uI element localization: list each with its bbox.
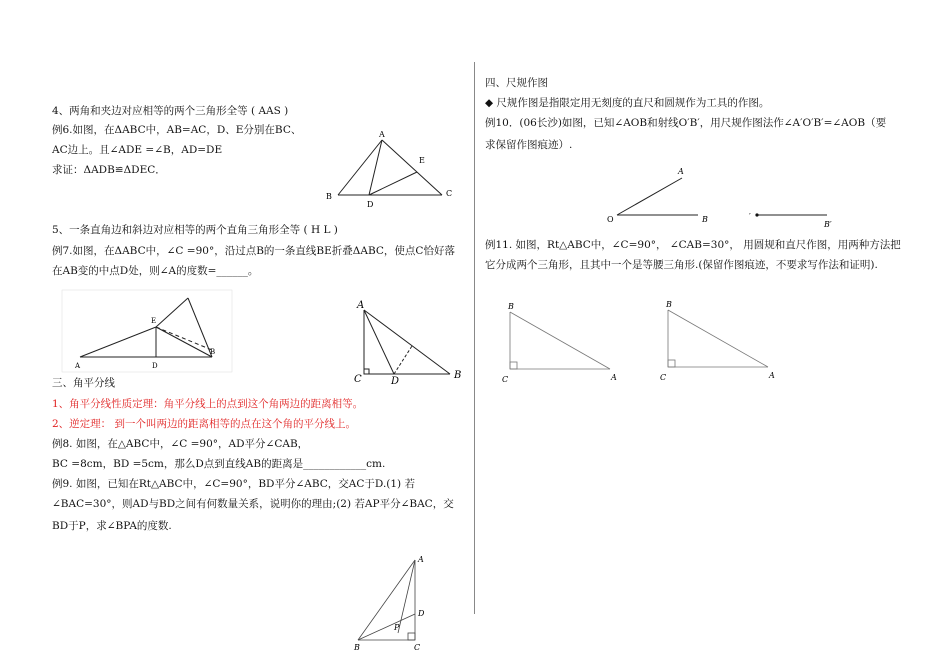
label-C: C [660,373,667,382]
example-6-line3: 求证：ΔADB≌ΔDEC． [52,164,166,176]
section-4-title: 4、两角和夹边对应相等的两个三角形全等 ( AAS ) [52,105,289,117]
label-B: B [454,370,462,381]
label-C: C [446,189,453,198]
label-A: A [379,130,385,139]
label-A: A [678,167,684,176]
label-D: D [418,609,425,618]
label-B: B [508,302,514,311]
figure-example9-triangle [350,552,440,652]
example-9-line2: ∠BAC=30°，则AD与BD之间有何数量关系，说明你的理由;(2) 若AP平分∠BAC，交 [52,498,454,510]
converse-theorem: 2、逆定理： 到一个叫两边的距离相等的点在这个角的平分线上。 [52,418,357,430]
figure-example7-right-triangle [350,298,470,388]
label-E: E [151,317,157,325]
example-9-line3: BD于P，求∠BPA的度数. [52,520,172,532]
label-E: E [419,156,425,165]
example-11-line1: 例11. 如图，Rt△ABC中，∠C=90°， ∠CAB=30°， 用圆规和直尺作图，用两种方法把 [485,239,901,251]
label-C: C [414,643,421,652]
example-8-line2: BC =8cm，BD =5cm，那么D点到直线AB的距离是____________cm. [52,458,386,470]
example-6-line1: 例6.如图，在ΔABC中，AB=AC，D、E分别在BC、 [52,124,302,136]
label-O-prime: ′ [749,212,751,221]
label-B: B [210,348,216,356]
label-D: D [367,200,374,209]
example-9-line1: 例9. 如图，已知在Rt△ABC中，∠C=90°，BD平分∠ABC，交AC于D.(1) 若 [52,478,415,490]
label-A: A [75,362,81,370]
figure-example6-triangle [320,128,460,210]
label-A: A [418,555,424,564]
label-A: A [357,300,365,311]
label-B-prime: B′ [824,220,832,229]
label-C: C [502,375,509,384]
figure-example10-ray [745,205,845,231]
label-P: P [394,623,400,632]
example-11-line2: 它分成两个三角形，且其中一个是等腰三角形.(保留作图痕迹，不要求写作法和证明). [485,259,878,271]
figure-example11-triangle2 [656,294,786,386]
section-4-construction-title: 四、尺规作图 [485,77,548,89]
section-5-title: 5、一条直角边和斜边对应相等的两个直角三角形全等 ( H L ) [52,224,338,236]
column-divider [474,62,475,614]
label-B: B [354,643,360,652]
label-C: C [354,374,362,385]
example-7-line1: 例7.如图，在ΔABC中，∠C =90°，沿过点B的一条直线BE折叠ΔABC，使点C恰好落 [52,245,455,257]
figure-example10-angle [600,162,730,228]
example-10-line2: 求保留作图痕迹）. [485,139,573,151]
example-10-line1: 例10．(06长沙)如图，已知∠AOB和射线O′B′，用尺规作图法作∠A′O′B′=∠AOB（要 [485,117,887,129]
example-8-line1: 例8. 如图，在△ABC中，∠C =90°，AD平分∠CAB， [52,438,309,450]
label-D: D [152,362,158,370]
section-3-title: 三、角平分线 [52,377,115,389]
construction-definition: ◆ 尺规作图是指限定用无刻度的直尺和圆规作为工具的作图。 [485,97,770,109]
figure-example7-fold [62,290,232,372]
example-6-line2: AC边上。且∠ADE =∠B，AD=DE [52,144,223,156]
label-O: O [607,215,614,224]
theorem-angle-bisector: 1、角平分线性质定理：角平分线上的点到这个角两边的距离相等。 [52,398,364,410]
label-B: B [702,215,708,224]
label-B: B [666,300,672,309]
label-A: A [611,373,617,382]
label-D: D [391,376,400,387]
label-A: A [769,371,775,380]
label-B: B [326,192,332,201]
example-7-line2: 在AB变的中点D处，则∠A的度数=______。 [52,265,259,277]
figure-example11-triangle1 [498,296,628,388]
